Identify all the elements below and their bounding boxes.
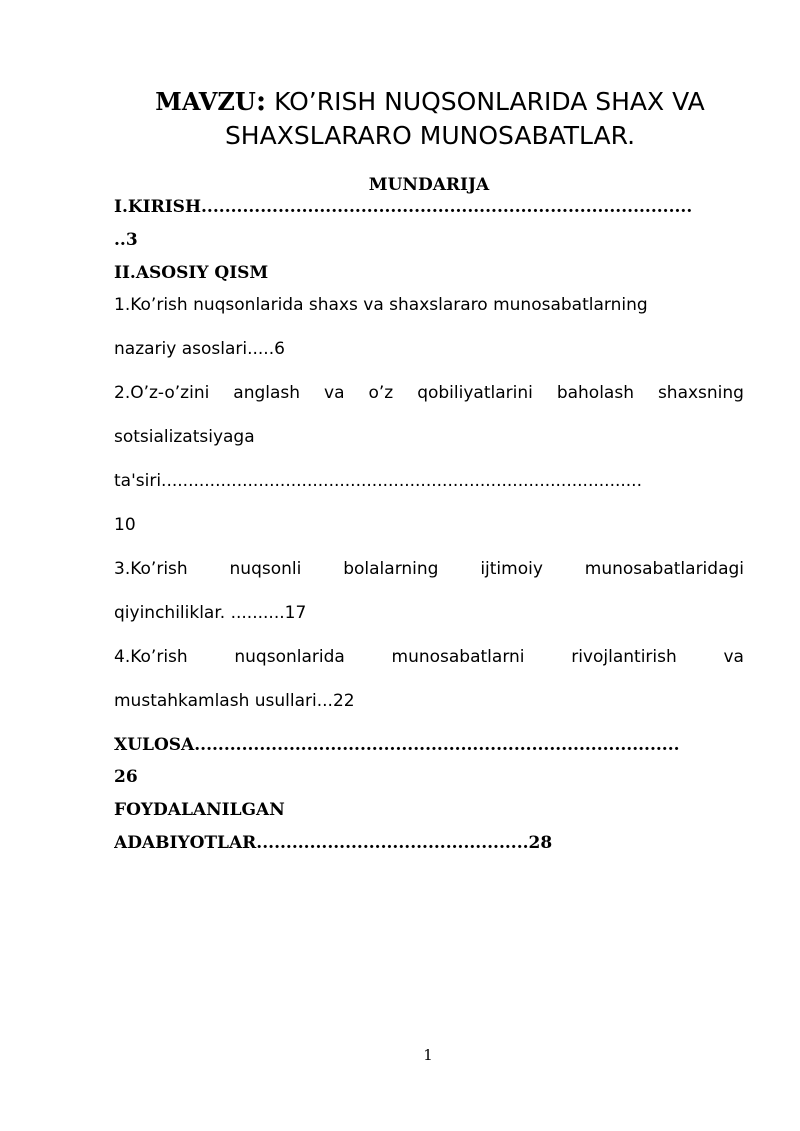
toc-item-2-word: 2.O’z-o’zini <box>114 383 210 403</box>
toc-foydalanilgan-line-2: ADABIYOTLAR..............................................28 <box>114 833 553 853</box>
toc-item-2-line-4: 10 <box>114 515 136 535</box>
toc-xulosa-line-2: 26 <box>114 767 138 787</box>
toc-item-4-line-2: mustahkamlash usullari...22 <box>114 691 355 711</box>
toc-asosiy-qism: II.ASOSIY QISM <box>114 263 269 283</box>
toc-item-2-word: shaxsning <box>657 383 744 403</box>
toc-item-3-word: munosabatlaridagi <box>584 559 744 579</box>
title-line-2: SHAXSLARARO MUNOSABATLAR. <box>224 121 636 150</box>
title-text-1: KO’RISH NUQSONLARIDA SHAX VA <box>266 87 705 116</box>
toc-item-1-line-1: 1.Ko’rish nuqsonlarida shaxs va shaxslararo munosabatlarning <box>114 295 648 315</box>
title-colon: : <box>255 84 267 117</box>
toc-item-2-word: o’z <box>368 383 394 403</box>
toc-item-4-line-1 <box>114 646 744 668</box>
toc-item-1-line-2: nazariy asoslari.....6 <box>114 339 285 359</box>
toc-item-2-line-2: sotsializatsiyaga <box>114 427 255 447</box>
document-title <box>100 84 760 153</box>
toc-foydalanilgan-line-1: FOYDALANILGAN <box>114 800 285 820</box>
toc-item-3-word: 3.Ko’rish <box>114 559 188 579</box>
toc-kirish-line-2: ..3 <box>114 230 138 250</box>
toc-item-3-word: ijtimoiy <box>480 559 543 579</box>
toc-item-3-word: bolalarning <box>343 559 439 579</box>
page-number: 1 <box>423 1046 433 1064</box>
toc-item-2-word: baholash <box>556 383 634 403</box>
title-prefix: MAVZU <box>155 87 256 116</box>
toc-xulosa-line-1: XULOSA.................................................................................. <box>114 735 680 755</box>
toc-item-3-line-2: qiyinchiliklar. ..........17 <box>114 603 307 623</box>
toc-item-4-word: nuqsonlarida <box>234 647 345 667</box>
toc-item-2-line-1 <box>114 382 744 404</box>
toc-item-4-word: munosabatlarni <box>391 647 525 667</box>
toc-item-2-word: qobiliyatlarini <box>417 383 533 403</box>
toc-item-2-line-3: ta'siri......................................................................................... <box>114 471 642 491</box>
title-line-1 <box>100 84 760 119</box>
toc-item-4-word: rivojlantirish <box>571 647 677 667</box>
toc-item-2-word: anglash <box>233 383 301 403</box>
toc-item-2-word: va <box>324 383 345 403</box>
toc-item-3-word: nuqsonli <box>229 559 302 579</box>
toc-item-4-word: 4.Ko’rish <box>114 647 188 667</box>
toc-item-3-line-1 <box>114 558 744 580</box>
toc-kirish-line-1: I.KIRISH................................................................................... <box>114 197 693 217</box>
toc-item-4-word: va <box>723 647 744 667</box>
toc-heading: MUNDARIJA <box>368 175 490 195</box>
